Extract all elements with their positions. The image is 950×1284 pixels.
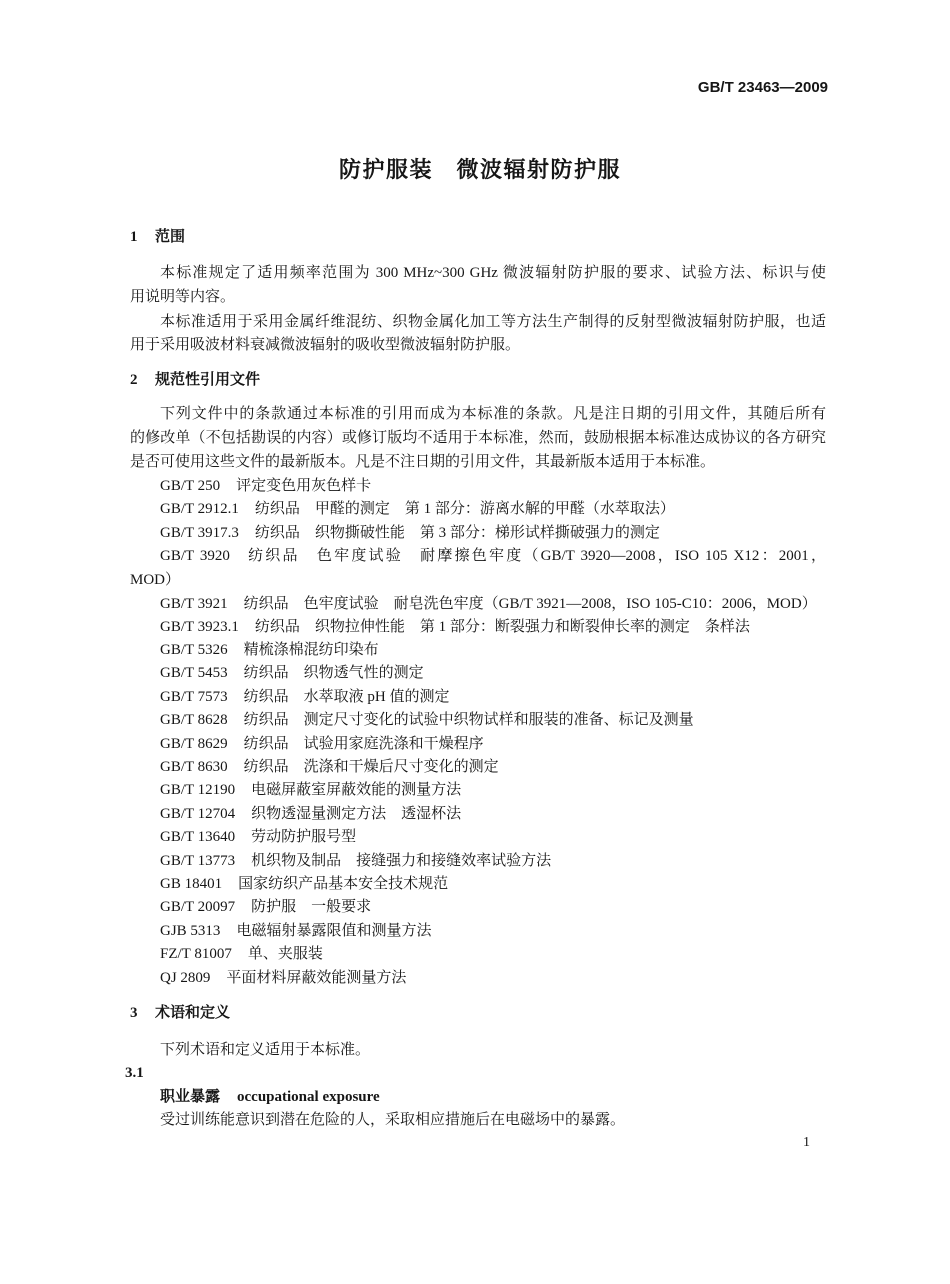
page-number: 1 [803, 1135, 810, 1150]
section-3-number: 3 [130, 1005, 138, 1021]
reference-title: 纺织品 色牢度试验 耐摩擦色牢度（GB/T 3920—2008，ISO 105 X12：2001， [245, 548, 826, 564]
section-2-number: 2 [130, 372, 138, 388]
reference-title: 纺织品 甲醛的测定 第 1 部分：游离水解的甲醛（水萃取法） [254, 501, 675, 517]
reference-item-13 [160, 780, 461, 800]
reference-title: 平面材料屏蔽效能测量方法 [226, 970, 407, 986]
reference-title: 纺织品 织物拉伸性能 第 1 部分：断裂强力和断裂伸长率的测定 条样法 [254, 619, 750, 635]
reference-item-10 [160, 710, 694, 730]
reference-item-21 [160, 968, 406, 988]
reference-item-15 [160, 827, 356, 847]
section-2-intro-line-1: 下列文件中的条款通过本标准的引用而成为本标准的条款。凡是注日期的引用文件，其随后所有 [160, 406, 826, 422]
reference-title: 劳动防护服号型 [251, 829, 357, 845]
term-heading [160, 1087, 380, 1107]
reference-code: QJ 2809 [160, 970, 211, 986]
section-1-paragraph-1-line-1: 本标准规定了适用频率范围为 300 MHz~300 GHz 微波辐射防护服的要求、试验方法、标识与使 [160, 265, 826, 281]
reference-title: 织物透湿量测定方法 透湿杯法 [251, 806, 462, 822]
reference-title: 单、夹服装 [247, 946, 323, 962]
reference-title: 电磁屏蔽室屏蔽效能的测量方法 [251, 782, 462, 798]
section-3-heading: 术语和定义 [155, 1005, 231, 1021]
section-1-paragraph-2-line-1: 本标准适用于采用金属纤维混纺、织物金属化加工等方法生产制得的反射型微波辐射防护服，也适 [160, 314, 826, 330]
reference-item-8 [160, 663, 424, 683]
reference-title: 纺织品 洗涤和干燥后尺寸变化的测定 [243, 759, 499, 775]
reference-code: GB/T 12704 [160, 806, 236, 822]
reference-code: GB/T 13773 [160, 853, 236, 869]
reference-title: 机织物及制品 接缝强力和接缝效率试验方法 [251, 853, 552, 869]
reference-title: 纺织品 测定尺寸变化的试验中织物试样和服装的准备、标记及测量 [243, 712, 694, 728]
reference-item-11 [160, 734, 484, 754]
reference-code: GB/T 3923.1 [160, 619, 239, 635]
reference-title: 精梳涤棉混纺印染布 [243, 642, 379, 658]
reference-code: GB/T 3920 [160, 548, 230, 564]
reference-code: GB 18401 [160, 876, 223, 892]
reference-item-16 [160, 851, 551, 871]
reference-code: GB/T 12190 [160, 782, 236, 798]
reference-item-4 [160, 546, 826, 566]
section-2-intro-line-3: 是否可使用这些文件的最新版本。凡是不注日期的引用文件，其最新版本适用于本标准。 [130, 454, 716, 470]
reference-code: GB/T 8629 [160, 736, 228, 752]
reference-item-12 [160, 757, 499, 777]
reference-item-6 [160, 617, 750, 637]
reference-code: GB/T 5326 [160, 642, 228, 658]
reference-item-9 [160, 687, 450, 707]
reference-title: 纺织品 试验用家庭洗涤和干燥程序 [243, 736, 484, 752]
reference-title: 国家纺织产品基本安全技术规范 [238, 876, 449, 892]
reference-code: GJB 5313 [160, 923, 221, 939]
section-2-heading: 规范性引用文件 [155, 372, 261, 388]
reference-code: GB/T 3921 [160, 596, 228, 612]
section-1-paragraph-1-line-2: 用说明等内容。 [130, 289, 236, 305]
reference-item-7 [160, 640, 379, 660]
reference-title: 纺织品 色牢度试验 耐皂洗色牢度（GB/T 3921—2008，ISO 105-C10：2006，MOD） [243, 596, 817, 612]
reference-title: 纺织品 织物透气性的测定 [243, 665, 424, 681]
reference-item-19 [160, 921, 431, 941]
reference-title: 纺织品 水萃取液 pH 值的测定 [243, 689, 450, 705]
term-english: occupational exposure [237, 1089, 380, 1105]
reference-item-3 [160, 523, 660, 543]
reference-code: GB/T 7573 [160, 689, 228, 705]
reference-code: GB/T 8630 [160, 759, 228, 775]
section-1-heading: 范围 [155, 229, 186, 245]
reference-item-1 [160, 476, 371, 496]
section-3-intro: 下列术语和定义适用于本标准。 [160, 1042, 371, 1058]
reference-code: GB/T 20097 [160, 899, 236, 915]
reference-code: GB/T 8628 [160, 712, 228, 728]
reference-item-5 [160, 594, 817, 614]
reference-item-4-continuation: MOD） [130, 572, 181, 588]
reference-code: GB/T 3917.3 [160, 525, 239, 541]
reference-item-14 [160, 804, 461, 824]
reference-item-17 [160, 874, 448, 894]
reference-code: GB/T 5453 [160, 665, 228, 681]
section-1-number: 1 [130, 229, 138, 245]
reference-item-18 [160, 897, 371, 917]
term-chinese: 职业暴露 [160, 1089, 221, 1105]
reference-item-20 [160, 944, 323, 964]
term-number: 3.1 [125, 1065, 144, 1081]
reference-code: GB/T 2912.1 [160, 501, 239, 517]
reference-item-2 [160, 499, 675, 519]
reference-code: GB/T 13640 [160, 829, 236, 845]
document-title: 防护服装 微波辐射防护服 [338, 157, 621, 182]
standard-code-header: GB/T 23463—2009 [697, 79, 828, 96]
term-definition: 受过训练能意识到潜在危险的人，采取相应措施后在电磁场中的暴露。 [160, 1112, 626, 1128]
section-1-paragraph-2-line-2: 用于采用吸波材料衰减微波辐射的吸收型微波辐射防护服。 [130, 337, 521, 353]
reference-code: FZ/T 81007 [160, 946, 232, 962]
section-2-intro-line-2: 的修改单（不包括勘误的内容）或修订版均不适用于本标准，然而，鼓励根据本标准达成协议的各方研究 [130, 430, 826, 446]
reference-title: 评定变色用灰色样卡 [236, 478, 372, 494]
reference-title: 防护服 一般要求 [251, 899, 372, 915]
reference-title: 纺织品 织物撕破性能 第 3 部分：梯形试样撕破强力的测定 [254, 525, 660, 541]
reference-title: 电磁辐射暴露限值和测量方法 [236, 923, 432, 939]
reference-code: GB/T 250 [160, 478, 221, 494]
